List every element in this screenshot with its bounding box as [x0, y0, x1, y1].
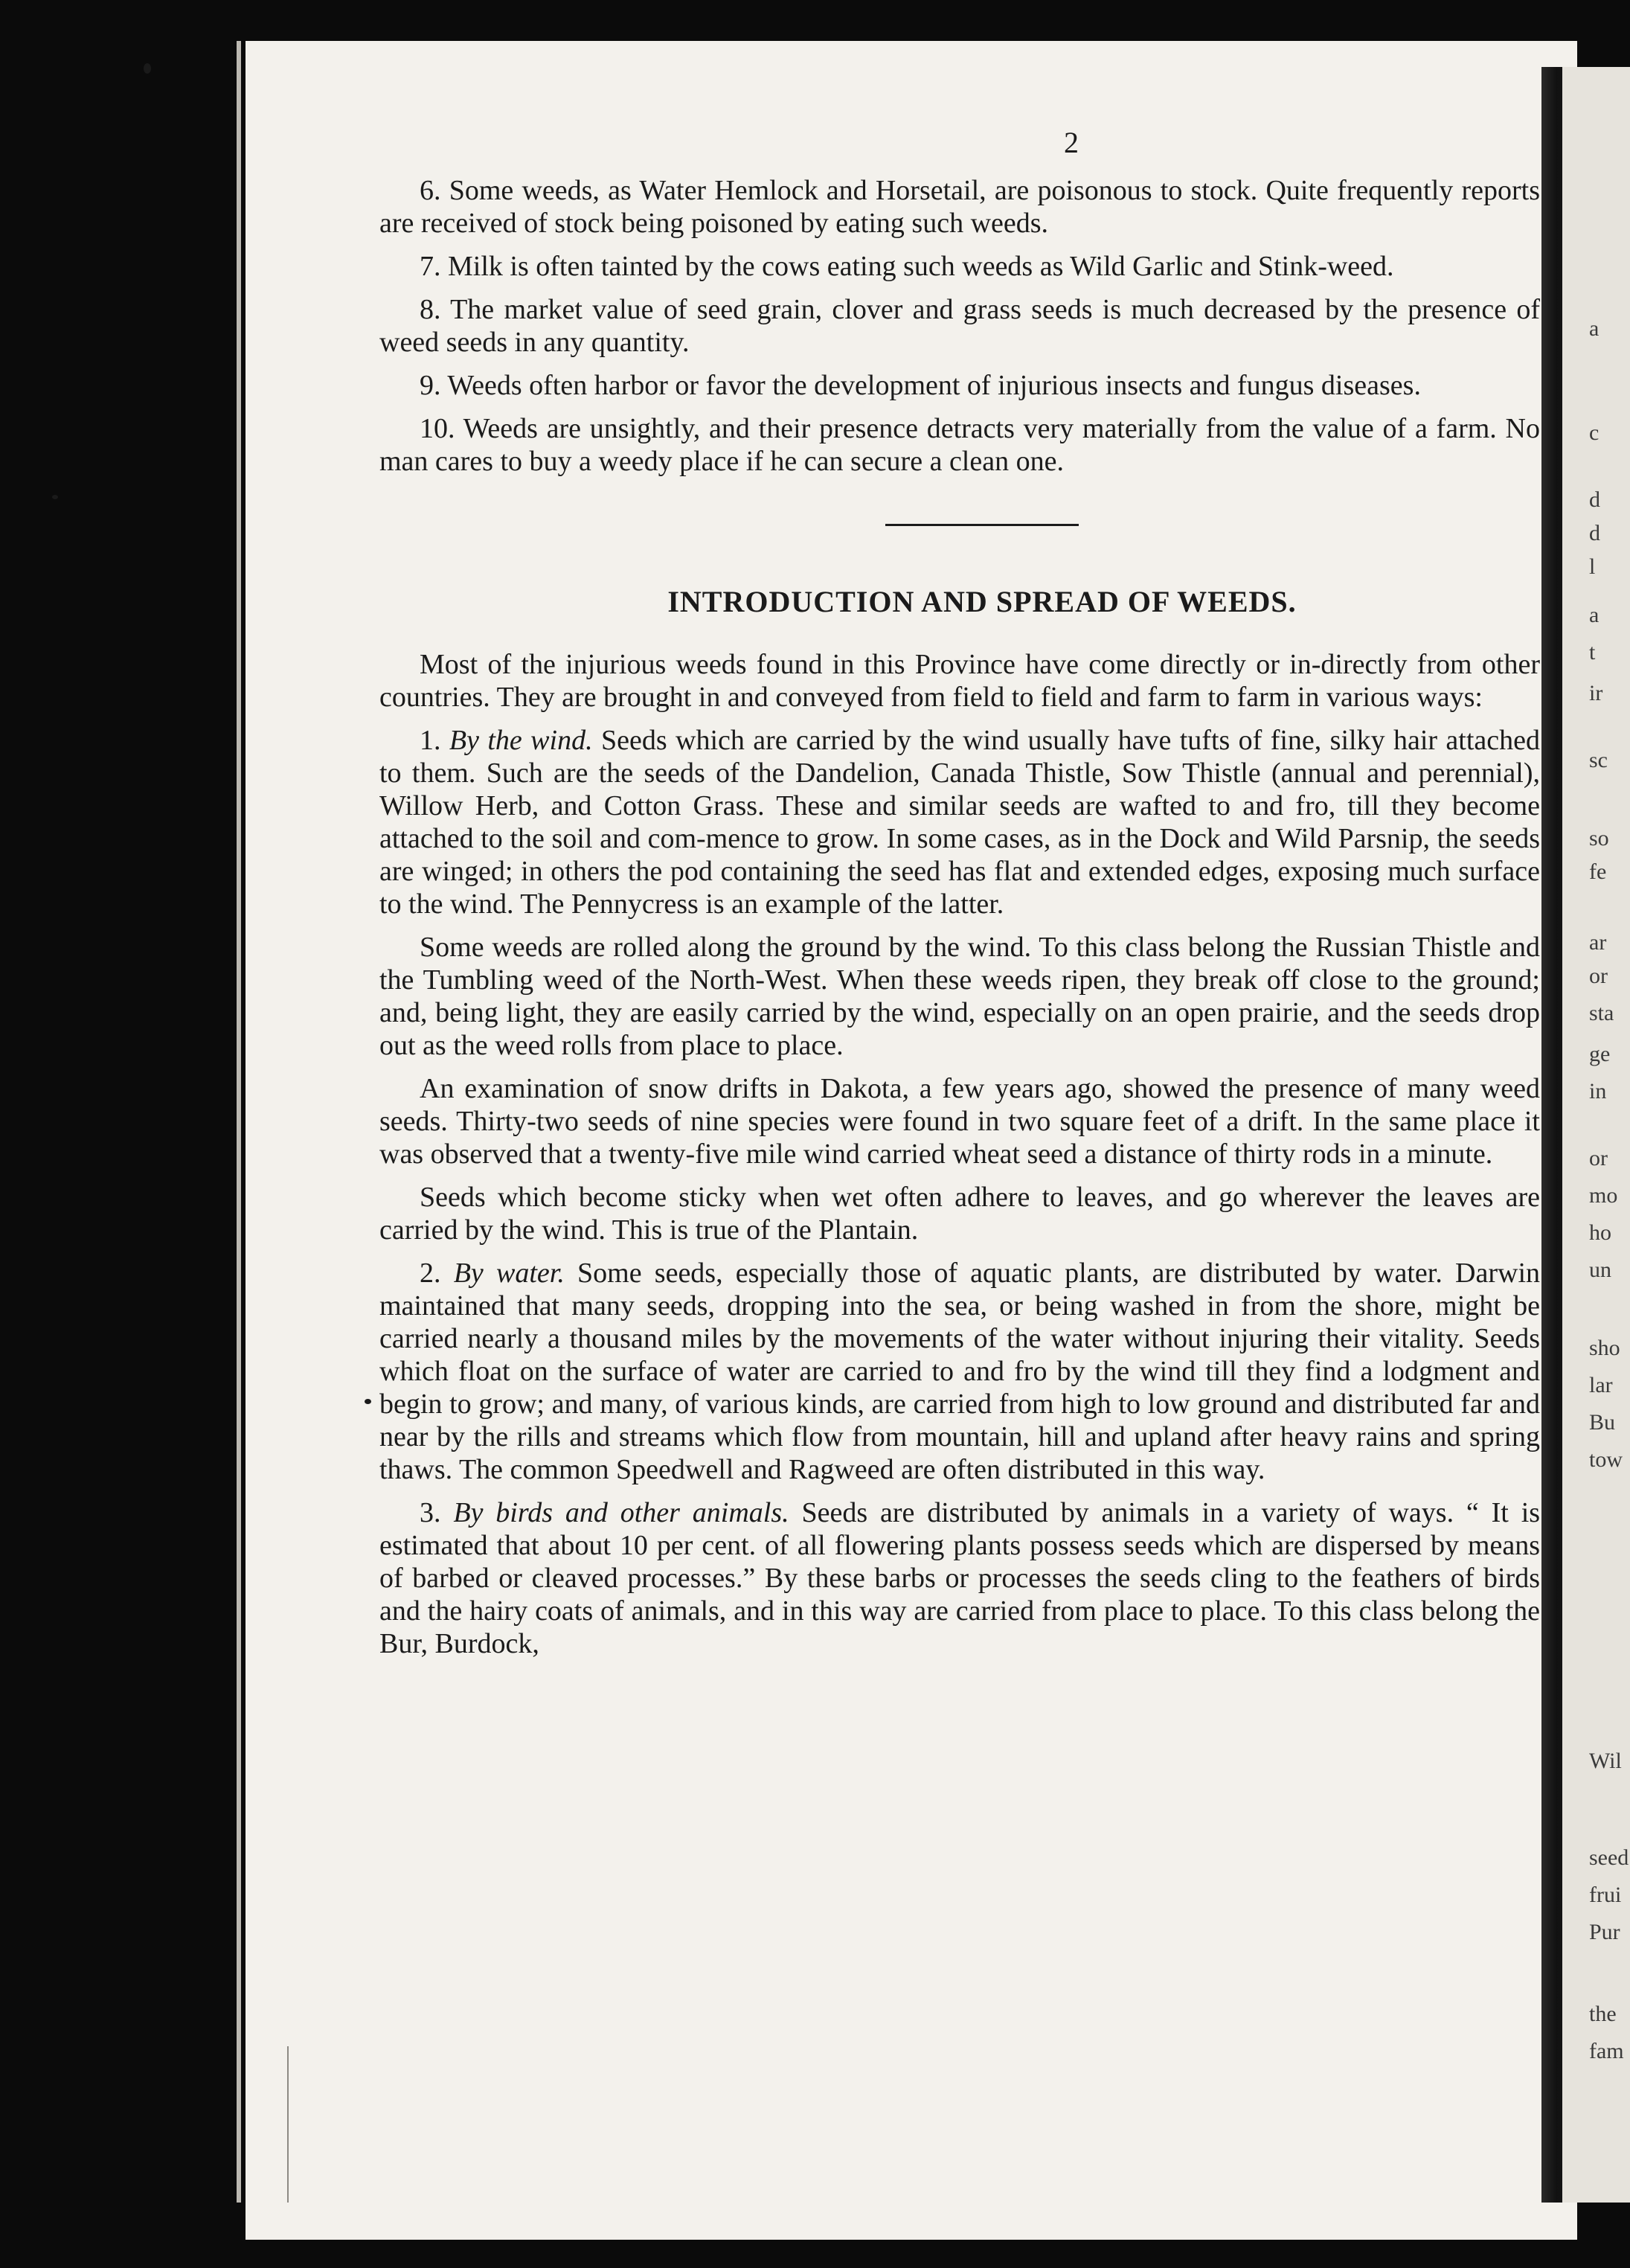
facing-fragment: fam — [1589, 2039, 1624, 2063]
scan-speck — [144, 63, 151, 74]
facing-fragment: the — [1589, 2002, 1617, 2026]
facing-fragment: Pur — [1589, 1920, 1620, 1944]
facing-fragment: sc — [1589, 748, 1608, 772]
facing-fragment: ho — [1589, 1220, 1611, 1245]
subsection-wind — [379, 724, 1540, 920]
page-number: 2 — [1064, 126, 1079, 159]
paragraph: Seeds which become sticky when wet often adhere to leaves, and go wherever the leaves are carried by the wind. This is true of the Plantain. — [379, 1182, 1540, 1246]
section-intro: Most of the injurious weeds found in this Province have come directly or in-directly from other countries. They are brought in and conveyed from field to field and farm to farm in various ways: — [379, 649, 1540, 713]
list-item: 9. Weeds often harbor or favor the development of injurious insects and fungus diseases. — [420, 370, 1421, 401]
facing-fragment: d — [1589, 487, 1600, 512]
facing-fragment: c — [1589, 420, 1599, 445]
facing-fragment: t — [1589, 640, 1596, 664]
scan-speck — [365, 1399, 371, 1404]
facing-fragment: l — [1589, 554, 1596, 579]
facing-fragment: or — [1589, 1146, 1608, 1170]
paragraph: Some weeds are rolled along the ground by the wind. To this class belong the Russian Thistle and the Tumbling weed of the North-West. When these weeds ripen, they break off close to the ground; and, being light, they are easily carried by the wind, especially on an open prairie, and the seeds drop out as the weed rolls from place to place. — [379, 932, 1540, 1061]
subsection-text: Seeds are distributed by animals in a variety of ways. “ It is estimated that about 10 per cent. of all flowering plants possess seeds which are dispersed by means of barbed or cleaved processes.” By these barbs or processes the seeds cling to the feathers of birds and the hairy coats of animals, and in this way are carried from place to place. To this class belong the Bur, Burdock, — [379, 1497, 1541, 1659]
section-divider — [885, 524, 1079, 526]
facing-fragment: sho — [1589, 1336, 1620, 1360]
facing-fragment: in — [1589, 1079, 1607, 1103]
facing-fragment: ge — [1589, 1042, 1611, 1066]
page-fold-line — [287, 2046, 289, 2203]
facing-fragment: frui — [1589, 1883, 1622, 1907]
paragraph: An examination of snow drifts in Dakota, a few years ago, showed the presence of many weed seeds. Thirty-two seeds of nine species were found in two square feet of a drift. In the same place it was observed that a twenty-five mile wind carried wheat seed a distance of thirty rods in a minute. — [379, 1073, 1540, 1170]
subsection-number: 3. — [420, 1497, 441, 1528]
facing-fragment: ir — [1589, 681, 1603, 705]
section-heading: INTRODUCTION AND SPREAD OF WEEDS. — [667, 585, 1297, 618]
scan-speck — [52, 495, 58, 499]
subsection-number: 2. — [420, 1258, 441, 1289]
subsection-animals — [379, 1496, 1540, 1660]
facing-fragment: tow — [1589, 1447, 1623, 1472]
page-content — [379, 126, 1540, 1670]
facing-fragment: mo — [1589, 1183, 1618, 1208]
subsection-lead: By the wind. — [449, 725, 593, 756]
facing-fragment: fe — [1589, 859, 1607, 884]
list-item: 6. Some weeds, as Water Hemlock and Horsetail, are poisonous to stock. Quite frequently reports are received of stock being poisoned by eating such weeds. — [379, 175, 1540, 239]
list-item: 7. Milk is often tainted by the cows eating such weeds as Wild Garlic and Stink-weed. — [420, 251, 1394, 282]
list-item: 8. The market value of seed grain, clover and grass seeds is much decreased by the presence of weed seeds in any quantity. — [379, 294, 1540, 358]
facing-fragment: a — [1589, 603, 1599, 627]
subsection-water — [379, 1257, 1540, 1486]
facing-fragment: un — [1589, 1258, 1611, 1282]
subsection-number: 1. — [420, 725, 441, 756]
facing-fragment: sta — [1589, 1001, 1614, 1025]
facing-fragment: ar — [1589, 930, 1607, 955]
facing-fragment: Wil — [1589, 1749, 1622, 1773]
subsection-lead: By water. — [453, 1258, 565, 1289]
facing-fragment: lar — [1589, 1373, 1613, 1397]
facing-fragment: so — [1589, 826, 1609, 850]
subsection-text: Seeds which are carried by the wind usually have tufts of fine, silky hair attached to them. Such are the seeds of the Dandelion, Canada Thistle, Sow Thistle (annual and perennial), Willow Herb, and Cotton Grass. These and similar seeds are wafted to and fro, till they become attached to the soil and com-mence to grow. In some cases, as in the Dock and Wild Parsnip, the seeds are winged; in others the pod containing the seed has flat and extended edges, exposing much surface to the wind. The Pennycress is an example of the latter. — [379, 725, 1541, 920]
facing-fragment: seed — [1589, 1845, 1629, 1870]
facing-fragment: or — [1589, 964, 1608, 988]
subsection-lead: By birds and other animals. — [453, 1497, 789, 1528]
facing-fragment: d — [1589, 521, 1600, 545]
list-item: 10. Weeds are unsightly, and their presence detracts very materially from the value of a farm. No man cares to buy a weedy place if he can secure a clean one. — [379, 413, 1540, 477]
facing-fragment: a — [1589, 316, 1599, 341]
subsection-text: Some seeds, especially those of aquatic plants, are distributed by water. Darwin maintained that many seeds, dropping into the sea, or being washed in from the shore, might be carried nearly a thousand miles by the movements of the water without injuring their vitality. Seeds which float on the surface of water are carried to and fro by the wind till they find a lodgment and begin to grow; and many, of various kinds, are carried from high to low ground and distributed far and near by the rills and streams which flow from mountain, hill and upland after heavy rains and spring thaws. The common Speedwell and Ragweed are often distributed in this way. — [379, 1258, 1540, 1485]
page-left-edge — [237, 41, 241, 2203]
facing-fragment: Bu — [1589, 1410, 1616, 1435]
